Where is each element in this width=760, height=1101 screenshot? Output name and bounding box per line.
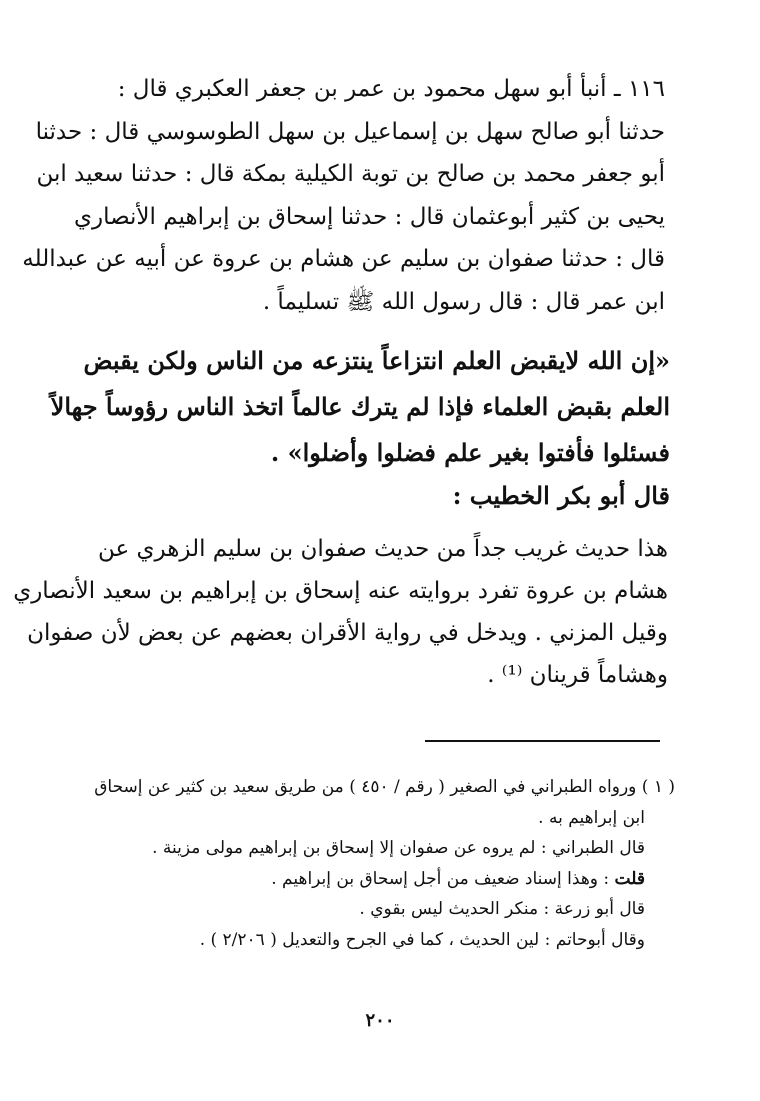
hadith-line: «إن الله لايقبض العلم انتزاعاً ينتزعه من الناس ولكن يقبض [83,346,670,375]
hadith-line: العلم بقبض العلماء فإذا لم يترك عالماً اتخذ الناس رؤوساً جهالاً [50,392,670,421]
text-line: ١١٦ ـ أنبأ أبو سهل محمود بن عمر بن جعفر العكبري قال : [117,76,665,102]
text-line: هذا حديث غريب جداً من حديث صفوان بن سليم الزهري عن [98,536,668,562]
text-line: وقيل المزني . ويدخل في رواية الأقران بعضهم عن بعض لأن صفوان [27,620,668,646]
isnad-paragraph [22,68,665,323]
footnote-line: قال الطبراني : لم يروه عن صفوان إلا إسحاق بن إبراهيم مولى مزينة . [152,838,645,858]
hadith-text [50,338,670,476]
page-number: ٢٠٠ [365,1010,395,1031]
text-line: ابن عمر قال : قال رسول الله ﷺ تسليماً . [262,288,665,315]
footnote-line: وقال أبوحاتم : لين الحديث ، كما في الجرح والتعديل ( ٢/٢٠٦ ) . [199,929,645,950]
footnote-line: قال أبو زرعة : منكر الحديث ليس بقوي . [359,899,645,919]
footnote-text: : وهذا إسناد ضعيف من أجل إسحاق بن إبراهيم . [271,868,615,889]
section-heading: قال أبو بكر الخطيب : [452,481,670,510]
footnote-line [90,864,675,895]
text-line: وهشاماً قرينان ⁽¹⁾ . [487,662,668,688]
hadith-line: فسئلوا فأفتوا بغير علم فضلوا وأضلوا» . [270,438,670,467]
footnote-separator [425,740,660,742]
text-line: يحيى بن كثير أبوعثمان قال : حدثنا إسحاق بن إبراهيم الأنصاري [73,203,665,230]
commentary-paragraph [13,528,668,696]
text-line: أبو جعفر محمد بن صالح بن توبة الكيلية بمكة قال : حدثنا سعيد ابن [36,161,665,187]
footnote-line: ابن إبراهيم به . [538,807,645,828]
footnotes [90,772,675,955]
text-line: قال : حدثنا صفوان بن سليم عن هشام بن عروة عن أبيه عن عبدالله [22,246,665,272]
footnote-label: قلت [614,868,645,889]
text-line: حدثنا أبو صالح سهل بن إسماعيل بن سهل الطوسوسي قال : حدثنا [35,118,665,145]
footnote-line: ( ١ ) ورواه الطبراني في الصغير ( رقم / ٤٥٠ ) من طريق سعيد بن كثير عن إسحاق [94,777,675,797]
text-line: هشام بن عروة تفرد بروايته عنه إسحاق بن إبراهيم بن سعيد الأنصاري [13,578,668,604]
